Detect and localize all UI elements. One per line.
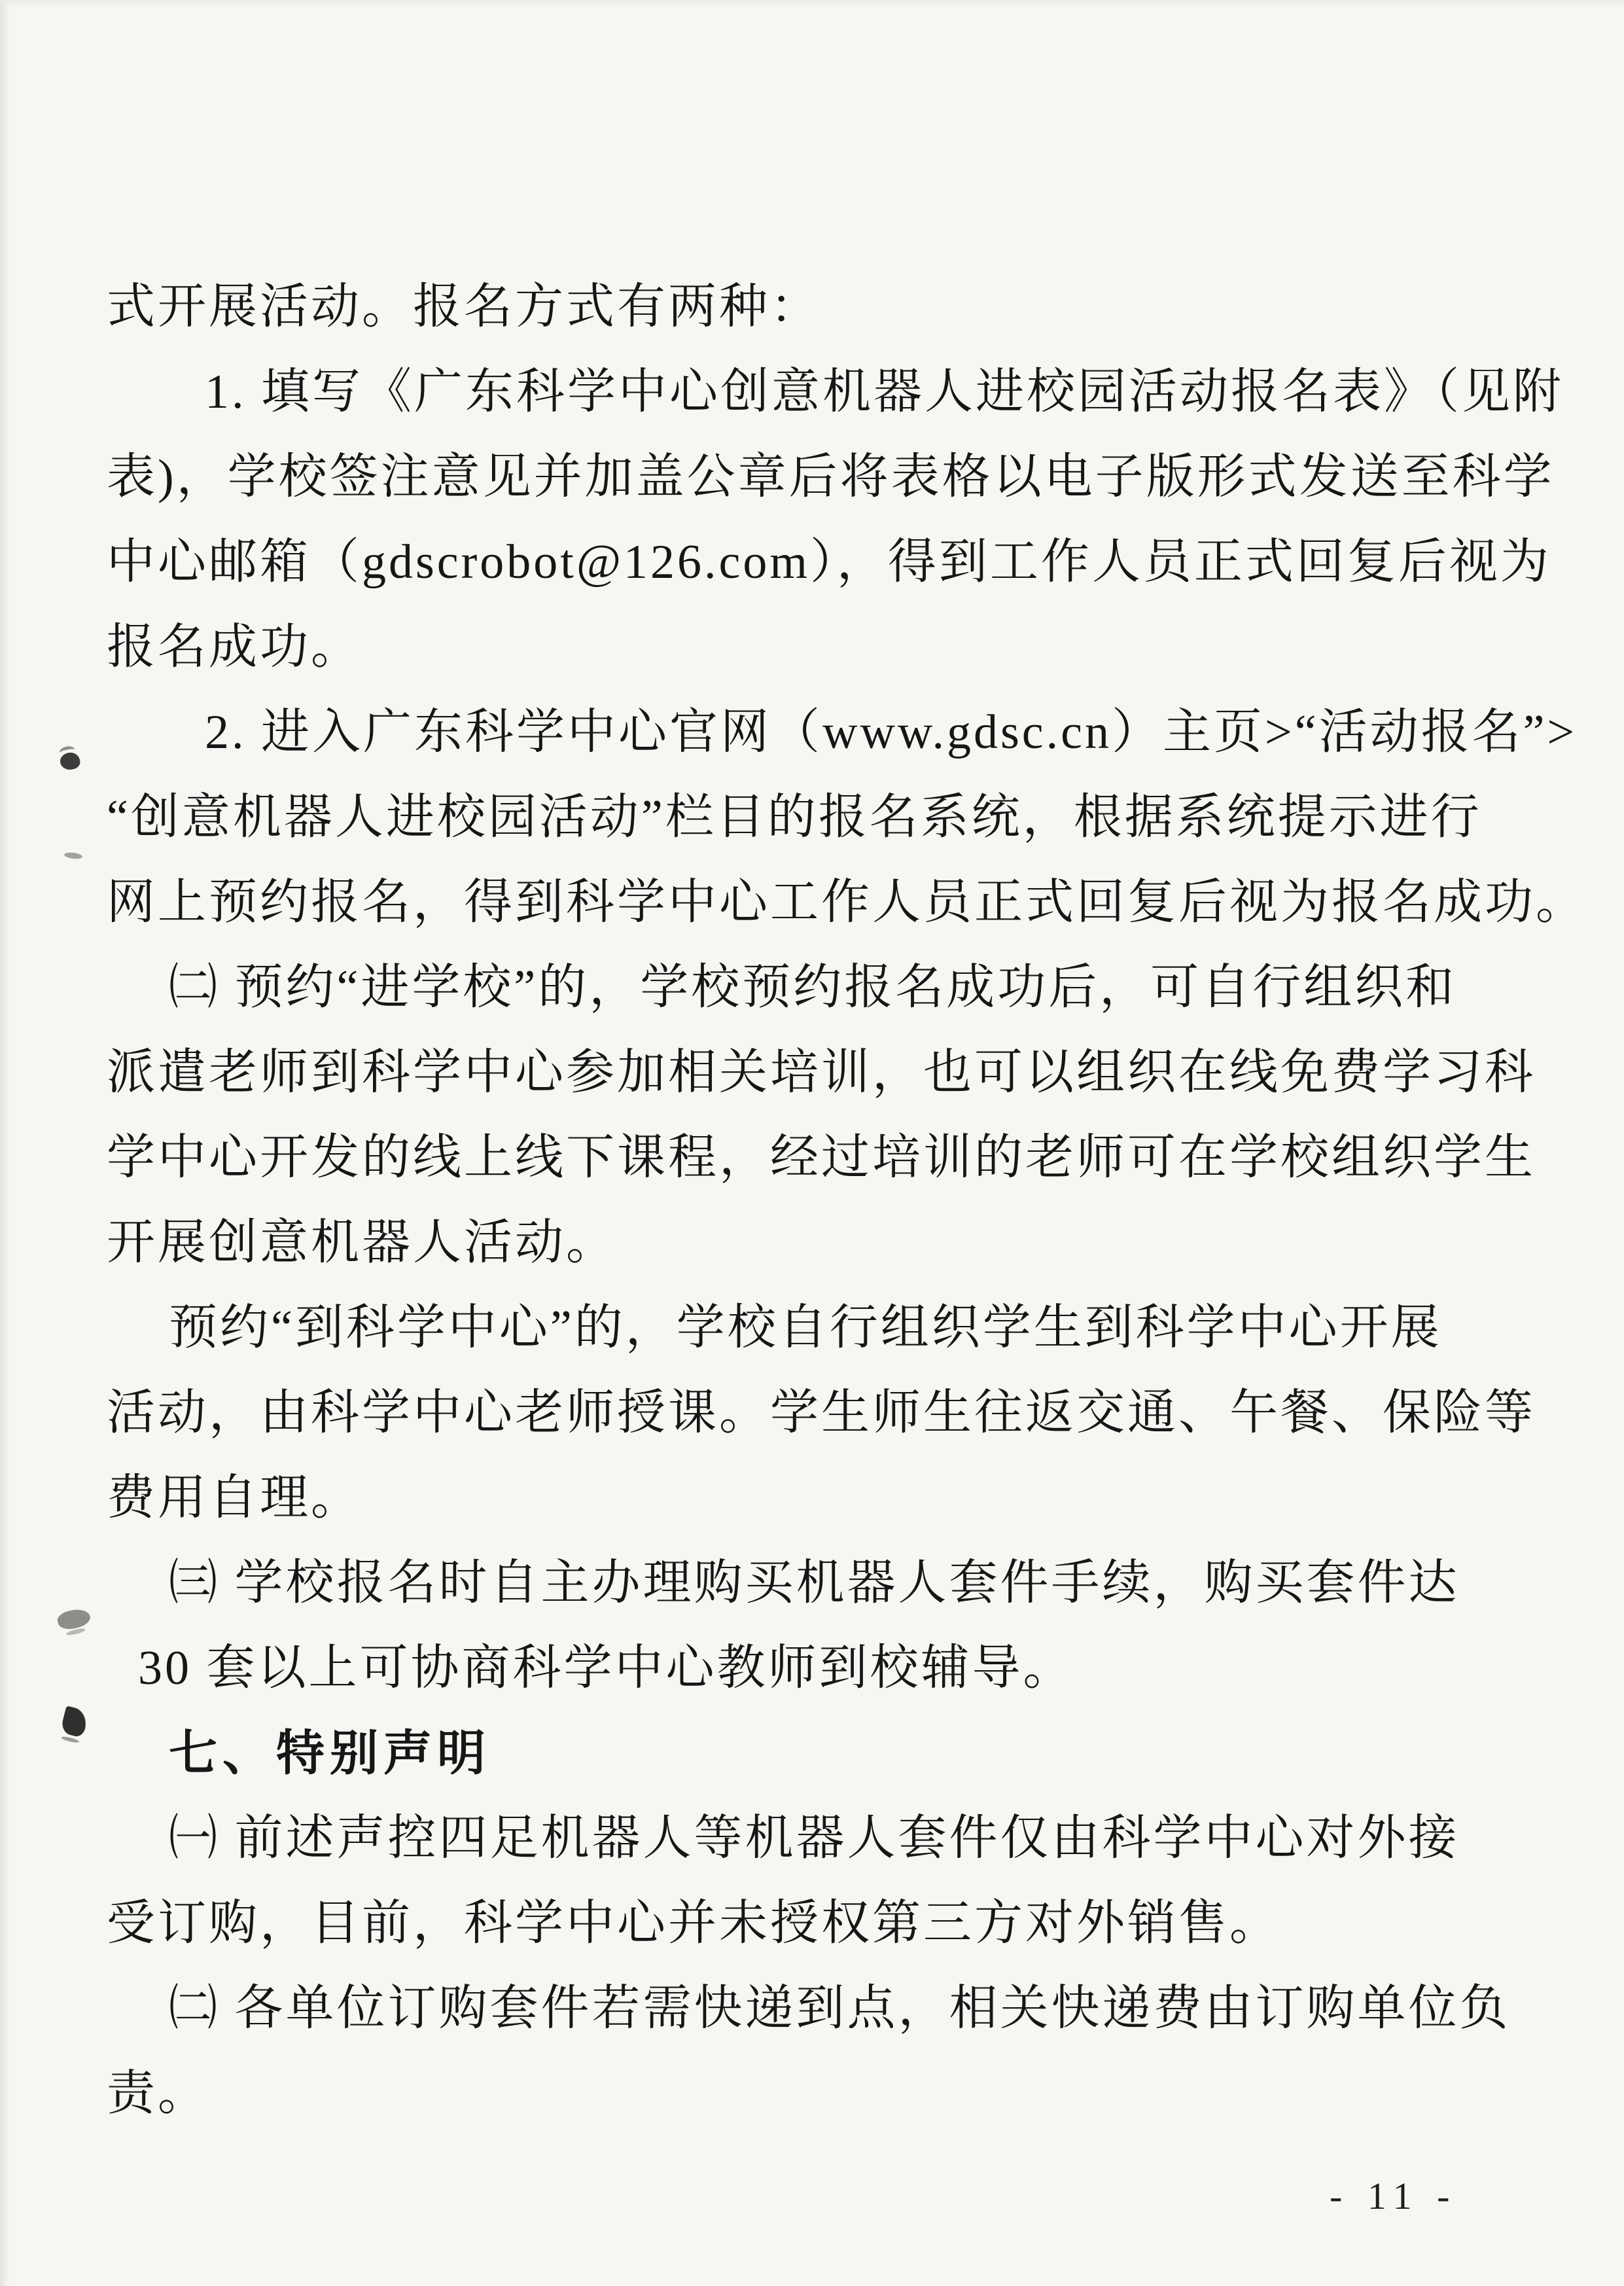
- ink-speck: [56, 1606, 92, 1632]
- scan-edge-shadow-top: [0, 0, 1624, 7]
- text-line: “创意机器人进校园活动”栏目的报名系统，根据系统提示进行: [107, 791, 1482, 844]
- text-line: 式开展活动。报名方式有两种：: [107, 280, 821, 334]
- text-line: 30 套以上可协商科学中心教师到校辅导。: [138, 1641, 1074, 1695]
- text-line: 2. 进入广东科学中心官网（www.gdsc.cn）主页>“活动报名”>: [205, 705, 1578, 759]
- text-line: ㈢ 学校报名时自主办理购买机器人套件手续，购买套件达: [169, 1556, 1460, 1610]
- text-lines: [107, 264, 1587, 2136]
- page-number: - 11 -: [1330, 2175, 1458, 2217]
- text-line: 预约“到科学中心”的，学校自行组织学生到科学中心开展: [169, 1301, 1442, 1355]
- scan-edge-shadow-left: [0, 0, 9, 2286]
- text-line: 受订购，目前，科学中心并未授权第三方对外销售。: [107, 1897, 1280, 1950]
- text-line: 1. 填写《广东科学中心创意机器人进校园活动报名表》（见附: [205, 365, 1564, 419]
- ink-speck: [64, 851, 83, 859]
- text-line: 费用自理。: [107, 1471, 362, 1525]
- text-line: ㈡ 各单位订购套件若需快递到点，相关快递费由订购单位负: [169, 1982, 1511, 2035]
- ink-speck: [59, 751, 82, 772]
- text-line: 中心邮箱（gdscrobot@126.com），得到工作人员正式回复后视为: [107, 535, 1551, 589]
- ink-speck: [60, 1706, 89, 1738]
- text-line: 网上预约报名，得到科学中心工作人员正式回复后视为报名成功。: [107, 876, 1587, 929]
- text-line: 开展创意机器人活动。: [107, 1216, 617, 1270]
- text-line: 表)，学校签注意见并加盖公章后将表格以电子版形式发送至科学: [107, 450, 1555, 504]
- text-line: 活动，由科学中心老师授课。学生师生往返交通、午餐、保险等: [107, 1386, 1536, 1440]
- text-line: ㈠ 前述声控四足机器人等机器人套件仅由科学中心对外接: [169, 1812, 1460, 1865]
- section-heading: 七、特别声明: [169, 1726, 491, 1780]
- text-line: 派遣老师到科学中心参加相关培训，也可以组织在线免费学习科: [107, 1046, 1536, 1099]
- text-line: 责。: [107, 2067, 209, 2120]
- text-line: ㈡ 预约“进学校”的，学校预约报名成功后，可自行组织和: [169, 961, 1457, 1014]
- text-line: 学中心开发的线上线下课程，经过培训的老师可在学校组织学生: [107, 1131, 1536, 1185]
- text-line: 报名成功。: [107, 620, 362, 674]
